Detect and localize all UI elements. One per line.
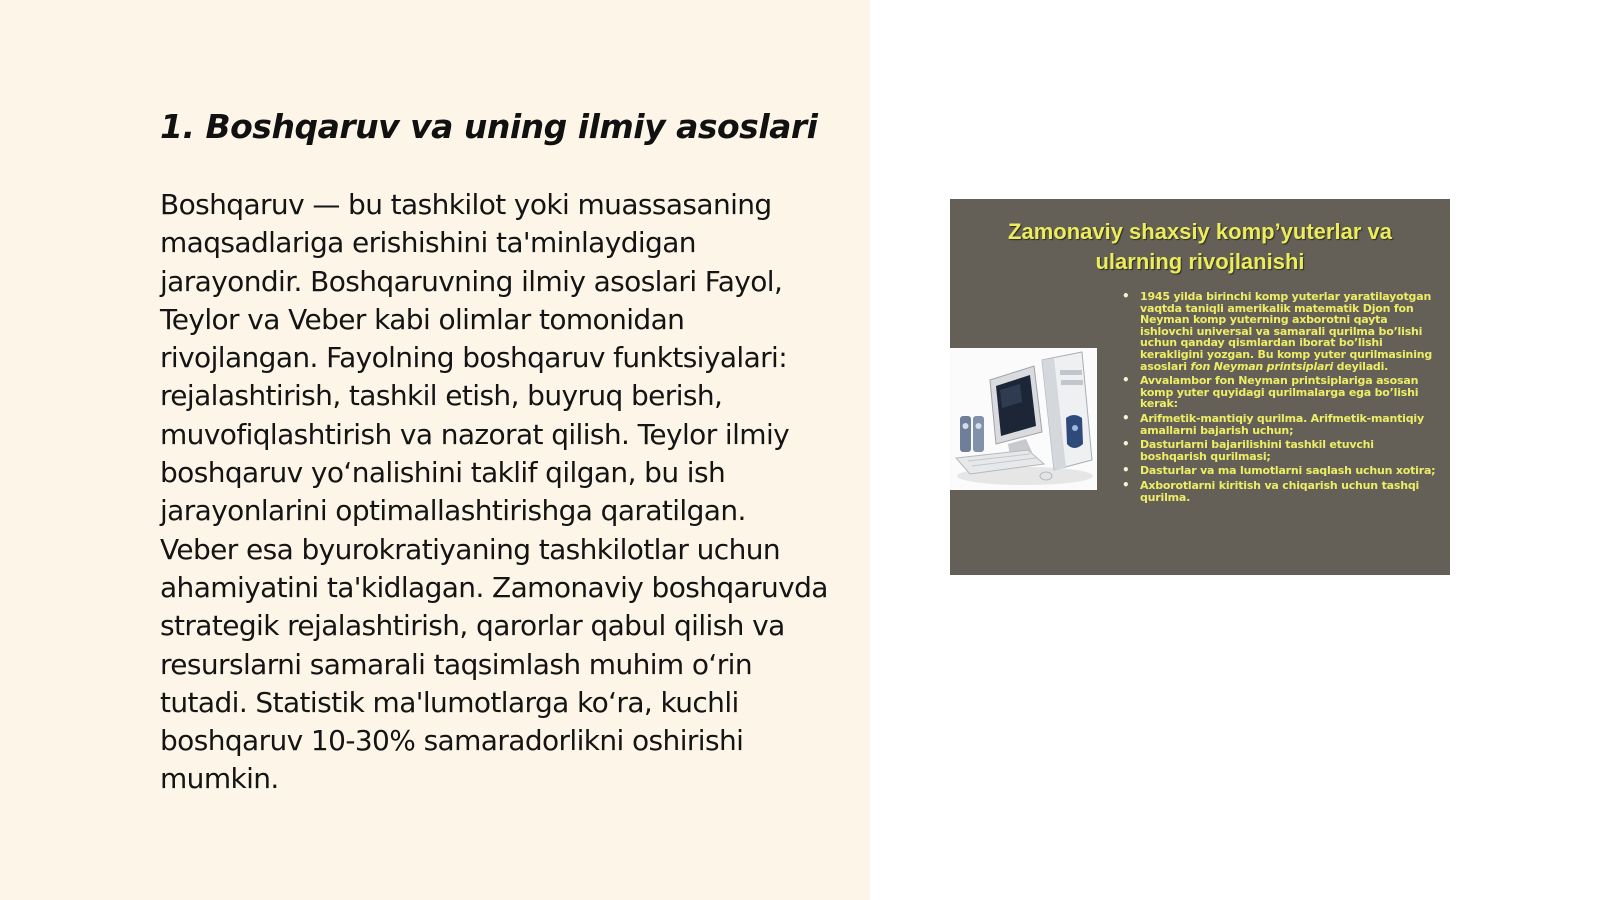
slide-bullet: • Arifmetik-mantiqiy qurilma. Arifmetik-mantiqiy amallarni bajarish uchun; [1122, 413, 1444, 436]
slide-bullet-list [1122, 291, 1444, 506]
body-paragraph: Boshqaruv — bu tashkilot yoki muassasaning maqsadlariga erishishini ta'minlaydigan jarayondir. Boshqaruvning ilmiy asoslari Fayol, Teylor va Veber kabi olimlar tomonidan rivojlangan. Fayolning boshqaruv funktsiyalari: rejalashtirish, tashkil etish, buyruq berish, muvofiqlashtirish va nazorat qilish. Teylor ilmiy boshqaruv yo‘nalishini taklif qilgan, bu ish jarayonlarini optimallashtirishga qaratilgan. Veber esa byurokratiyaning tashkilotlar uchun ahamiyatini ta'kidlagan. Zamonaviy boshqaruvda strategik rejalashtirish, qarorlar qabul qilish va resurslarni samarali taqsimlash muhim o‘rin tutadi. Statistik ma'lumotlarga ko‘ra, kuchli boshqaruv 10-30% samaradorlikni oshirishi mumkin. [160, 188, 828, 796]
slide-bullet: • Avvalambor fon Neyman printsiplariga asosan komp yuter quyidagi qurilmalarga ega bo’lishi kerak: [1122, 375, 1444, 410]
slide-bullet: • Dasturlar va ma lumotlarni saqlash uchun xotira; [1122, 465, 1444, 477]
desktop-computer-icon [950, 348, 1097, 490]
slide-bullet: • Axborotlarni kiritish va chiqarish uchun tashqi qurilma. [1122, 480, 1444, 503]
slide-bullet: • Dasturlarni bajarilishini tashkil etuvchi boshqarish qurilmasi; [1122, 439, 1444, 462]
slide-title-line-2: ularning rivojlanishi [1095, 249, 1305, 274]
slide-image [950, 199, 1450, 575]
slide-title-line-1: Zamonaviy shaxsiy komp’yuterlar va [1008, 219, 1392, 244]
slide-bullet: • 1945 yilda birinchi komp yuterlar yaratilayotgan vaqtda taniqli amerikalik matematik Djon fon Neyman komp yuterning axborotni qayta ishlovchi universal va samarali qurilma bo’lishi uchun qanday qismlardan iborat bo’lishi kerakligini yozgan. Bu komp yuter qurilmasining asoslari fon Neyman printsiplari deyiladi. [1122, 291, 1444, 372]
page-title: 1. Boshqaruv va uning ilmiy asoslari [160, 107, 818, 146]
slide-title [950, 217, 1450, 277]
